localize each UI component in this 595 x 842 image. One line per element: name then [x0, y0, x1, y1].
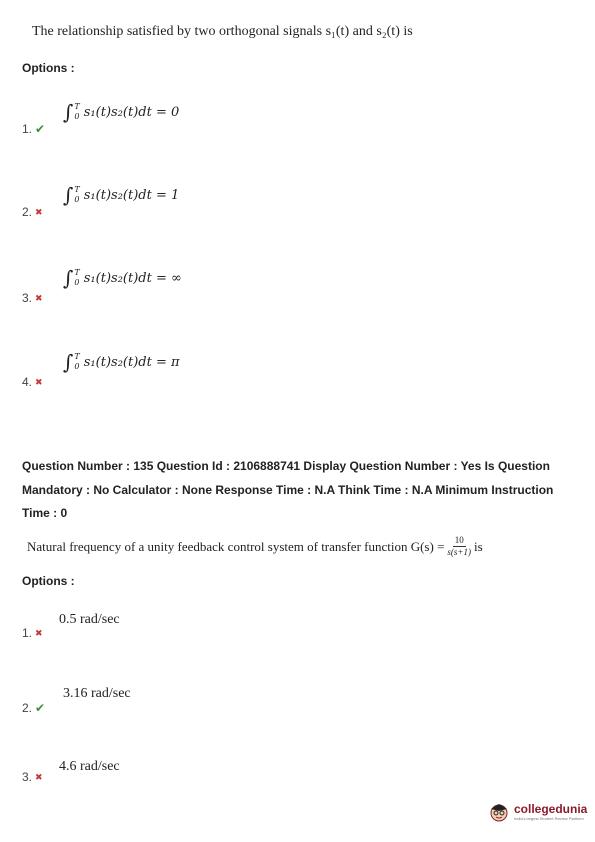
- integral-icon: ∫: [63, 100, 74, 124]
- check-icon: ✔: [35, 122, 46, 136]
- options-heading: Options :: [22, 574, 75, 588]
- option-4-label[interactable]: 4. ✖: [22, 375, 43, 389]
- option-2-formula: ∫ T 0 s₁(t)s₂(t)dt = 1: [63, 183, 180, 207]
- logo-tagline: India's largest Student Review Platform: [514, 815, 584, 821]
- option-1-label[interactable]: 1. ✖: [22, 626, 43, 640]
- cross-icon: ✖: [35, 771, 43, 782]
- option-3-label[interactable]: 3. ✖: [22, 291, 43, 305]
- option-2-label[interactable]: 2. ✖: [22, 205, 43, 219]
- cross-icon: ✖: [35, 292, 43, 303]
- transfer-function-fraction: $\frac{10}{s(s+1)}$: [447, 535, 471, 557]
- option-1-text: 0.5 rad/sec: [59, 612, 120, 627]
- integral-icon: ∫: [63, 350, 74, 374]
- option-2-text: 3.16 rad/sec: [63, 686, 131, 701]
- logo-wordmark: collegedunia: [514, 801, 588, 816]
- option-3-formula: ∫ T 0 s₁(t)s₂(t)dt = ∞: [63, 266, 182, 290]
- cross-icon: ✖: [35, 627, 43, 638]
- check-icon: ✔: [35, 701, 46, 715]
- question-text: The relationship satisfied by two orthogonal signals s₁(t) and s₂(t) is: [32, 24, 413, 39]
- option-1-label[interactable]: 1. ✔: [22, 122, 46, 136]
- collegedunia-logo: [488, 801, 587, 823]
- option-2-label[interactable]: 2. ✔: [22, 701, 46, 715]
- student-face-icon: [488, 801, 510, 823]
- option-4-formula: ∫ T 0 s₁(t)s₂(t)dt = π: [63, 350, 180, 374]
- integral-icon: ∫: [63, 266, 74, 290]
- option-3-text: 4.6 rad/sec: [59, 759, 120, 774]
- cross-icon: ✖: [35, 206, 43, 217]
- question-metadata: Question Number : 135 Question Id : 2106888741 Display Question Number : Yes Is Question Mandatory : No Calculator : None Response Time : N.A Think Time : N.A Minimum Instruction Time : 0: [22, 459, 554, 520]
- option-3-label[interactable]: 3. ✖: [22, 770, 43, 784]
- option-1-formula: ∫ T 0 s₁(t)s₂(t)dt = 0: [63, 100, 180, 124]
- question-text: Natural frequency of a unity feedback control system of transfer function G(s) = $\frac{10}{s(s+1)}$ is: [27, 535, 483, 557]
- cross-icon: ✖: [35, 376, 43, 387]
- integral-icon: ∫: [63, 183, 74, 207]
- options-heading: Options :: [22, 61, 75, 75]
